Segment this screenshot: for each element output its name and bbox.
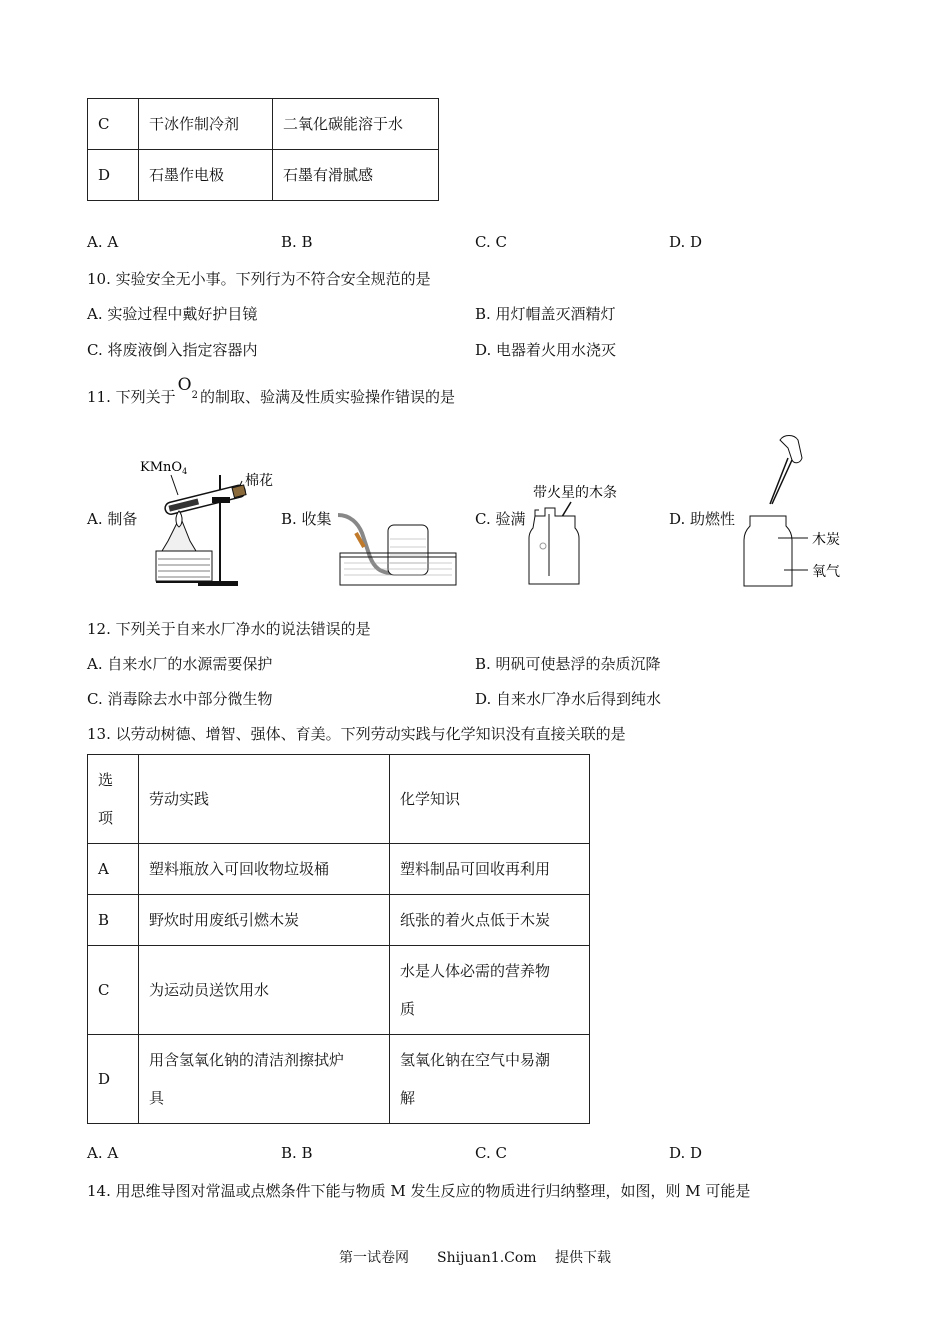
- q10-choice-c: C. 将废液倒入指定容器内: [87, 341, 258, 359]
- option-cell: A: [88, 844, 139, 895]
- option-cell: C: [88, 946, 139, 1035]
- q13-table: [87, 754, 590, 1124]
- charcoal-label: 木炭: [812, 532, 840, 548]
- q13-choice-a: A. A: [87, 1144, 119, 1162]
- table-row: [88, 946, 590, 1035]
- practice-cell: 塑料瓶放入可回收物垃圾桶: [139, 844, 390, 895]
- practice-cell: 石墨作电极: [139, 150, 273, 201]
- q12-choice-d: D. 自来水厂净水后得到纯水: [475, 690, 662, 708]
- practice-cell: 野炊时用废纸引燃木炭: [139, 895, 390, 946]
- q13-choice-d: D. D: [669, 1144, 703, 1162]
- q12-choice-a: A. 自来水厂的水源需要保护: [87, 655, 273, 673]
- header-knowledge: 化学知识: [390, 755, 590, 844]
- option-cell: D: [88, 150, 139, 201]
- oxygen-label: 氧气: [812, 564, 840, 580]
- question-14-stem: 14. 用思维导图对常温或点燃条件下能与物质 M 发生反应的物质进行归纳整理，如图，则 M 可能是: [87, 1182, 751, 1200]
- question-12-stem: 12. 下列关于自来水厂净水的说法错误的是: [87, 620, 371, 638]
- table-header-row: [88, 755, 590, 844]
- question-10-stem: 10. 实验安全无小事。下列行为不符合安全规范的是: [87, 270, 431, 288]
- practice-cell: 用含氢氧化钠的清洁剂擦拭炉 具: [139, 1035, 390, 1124]
- kmno4-label: KMnO$_4$: [140, 460, 188, 476]
- choice-b: B. B: [281, 233, 313, 251]
- question-11-stem: [87, 375, 455, 407]
- knowledge-cell: 水是人体必需的营养物 质: [390, 946, 590, 1035]
- figure-d-combustion: [740, 430, 855, 590]
- q11-choice-c: C. 验满: [475, 510, 526, 528]
- question-13-stem: 13. 以劳动树德、增智、强体、育美。下列劳动实践与化学知识没有直接关联的是: [87, 725, 626, 743]
- q10-choice-b: B. 用灯帽盖灭酒精灯: [475, 305, 616, 323]
- q10-choice-d: D. 电器着火用水浇灭: [475, 341, 617, 359]
- practice-cell: 为运动员送饮用水: [139, 946, 390, 1035]
- choice-d: D. D: [669, 233, 703, 251]
- knowledge-cell: 氢氧化钠在空气中易潮 解: [390, 1035, 590, 1124]
- figure-c-full-check: [525, 480, 645, 590]
- practice-cell: 干冰作制冷剂: [139, 99, 273, 150]
- table-row: [88, 895, 590, 946]
- table-row: [88, 1035, 590, 1124]
- header-practice: 劳动实践: [139, 755, 390, 844]
- q13-choice-b: B. B: [281, 1144, 313, 1162]
- table-row: [88, 150, 439, 201]
- q11-stem-post: 的制取、验满及性质实验操作错误的是: [199, 388, 455, 406]
- top-table: [87, 98, 439, 201]
- option-cell: D: [88, 1035, 139, 1124]
- q10-choice-a: A. 实验过程中戴好护目镜: [87, 305, 258, 323]
- q12-choice-b: B. 明矾可使悬浮的杂质沉降: [475, 655, 661, 673]
- header-option: 选 项: [88, 755, 139, 844]
- q12-choice-c: C. 消毒除去水中部分微生物: [87, 690, 273, 708]
- figure-a-preparation: [138, 455, 278, 590]
- q11-formula: $O_2$: [177, 375, 198, 401]
- choice-c: C. C: [475, 233, 507, 251]
- knowledge-cell: 二氧化碳能溶于水: [273, 99, 439, 150]
- q11-choice-d: D. 助燃性: [669, 510, 736, 528]
- choice-a: A. A: [87, 233, 119, 251]
- figure-b-collection: [330, 505, 465, 590]
- option-cell: C: [88, 99, 139, 150]
- q11-choice-b: B. 收集: [281, 510, 332, 528]
- option-cell: B: [88, 895, 139, 946]
- knowledge-cell: 石墨有滑腻感: [273, 150, 439, 201]
- table-row: [88, 99, 439, 150]
- q13-choice-c: C. C: [475, 1144, 507, 1162]
- knowledge-cell: 纸张的着火点低于木炭: [390, 895, 590, 946]
- page-footer: 第一试卷网 Shijuan1.Com 提供下载: [338, 1250, 612, 1266]
- q11-stem-pre: 11. 下列关于: [87, 388, 176, 406]
- knowledge-cell: 塑料制品可回收再利用: [390, 844, 590, 895]
- table-row: [88, 844, 590, 895]
- q11-choice-a: A. 制备: [87, 510, 138, 528]
- splint-label: 带火星的木条: [533, 485, 617, 501]
- cotton-label: 棉花: [245, 473, 273, 489]
